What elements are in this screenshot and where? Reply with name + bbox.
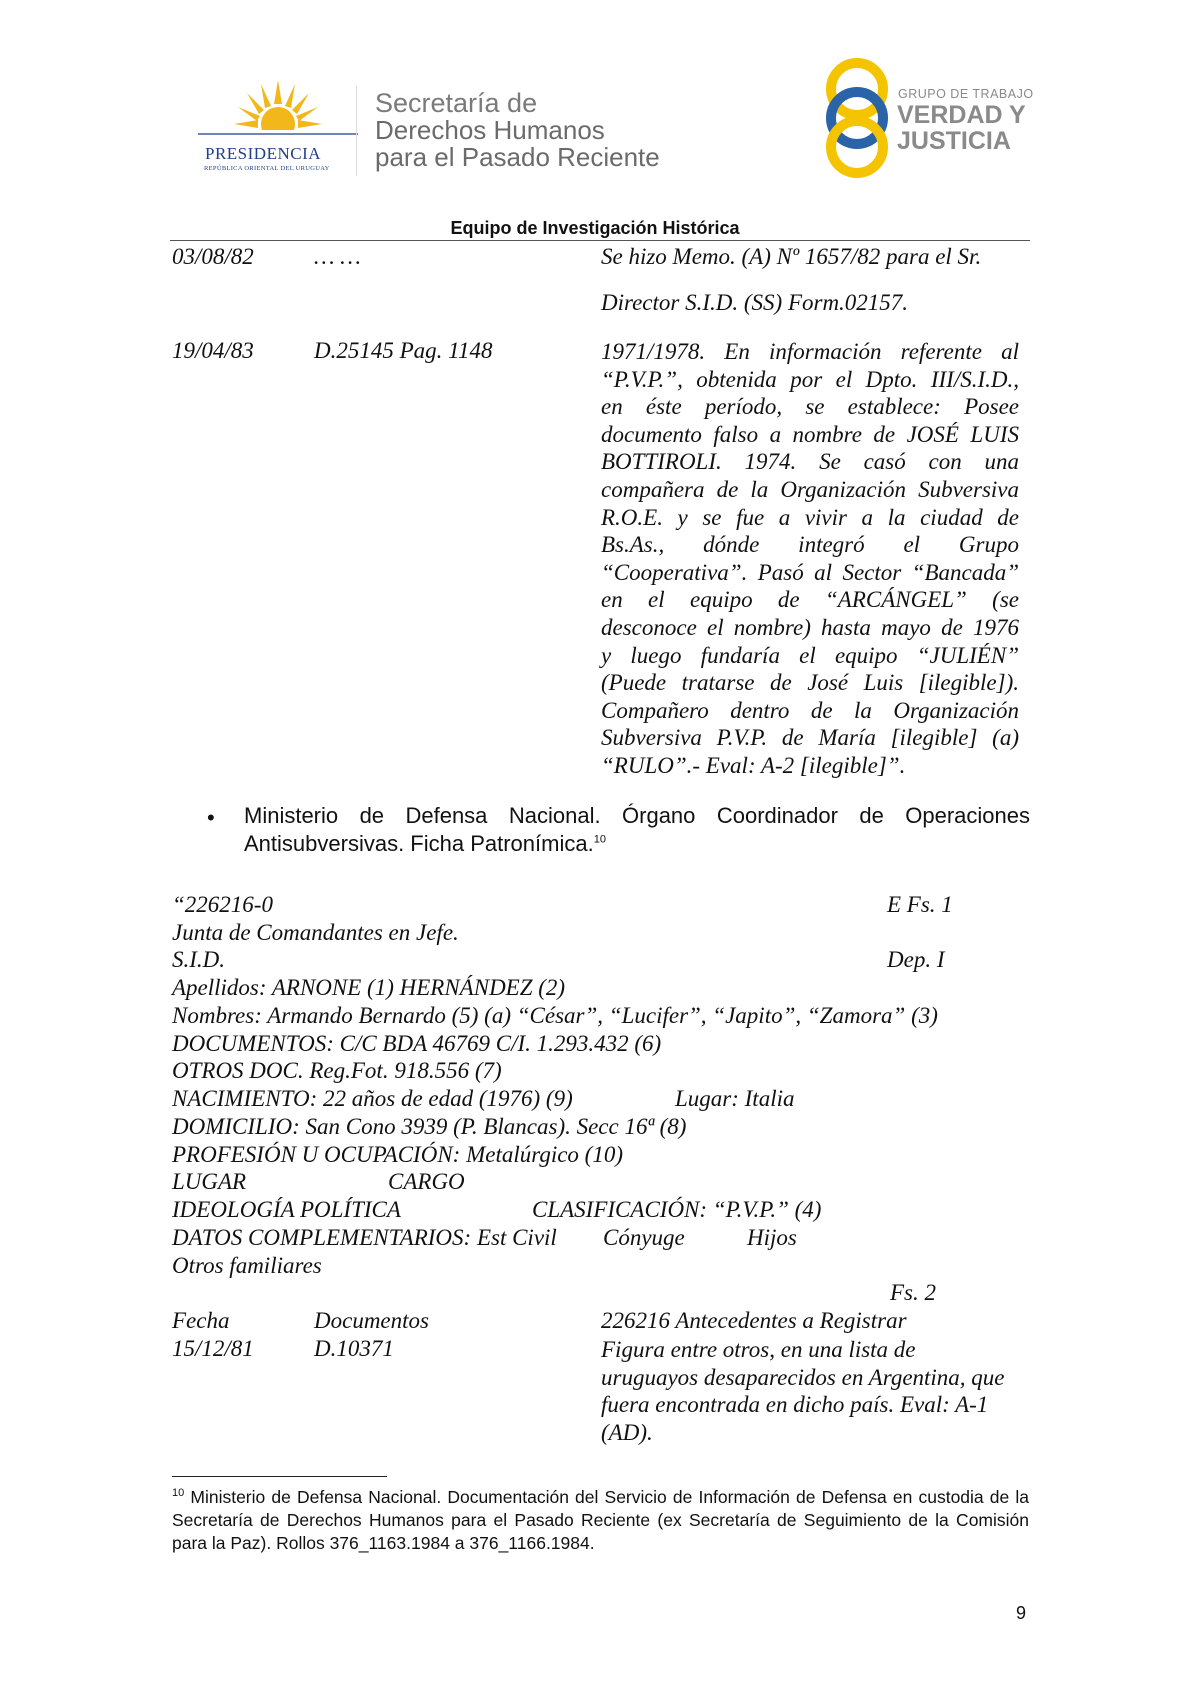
entry-text-line: Bs.As., dónde integró el Grupo bbox=[601, 532, 1019, 558]
col-header-antecedentes: 226216 Antecedentes a Registrar bbox=[601, 1308, 907, 1333]
entry-text-line: “Cooperativa”. Pasó al Sector “Bancada” bbox=[601, 559, 1019, 585]
entry-doc: D.10371 bbox=[314, 1336, 394, 1361]
entry-text-line: Compañero dentro de la Organización bbox=[601, 697, 1019, 723]
bullet-icon: • bbox=[207, 805, 215, 830]
bullet-text bbox=[244, 802, 1030, 858]
entry-date: 15/12/81 bbox=[172, 1336, 254, 1361]
entry-text-line: fuera encontrada en dicho país. Eval: A-1 bbox=[601, 1392, 989, 1418]
vyj-title-line-1: VERDAD Y bbox=[897, 101, 1026, 129]
entry-date: 03/08/82 bbox=[172, 244, 254, 269]
entry-text-line: documento falso a nombre de JOSÉ LUIS bbox=[601, 421, 1019, 447]
footnote bbox=[172, 1486, 1029, 1555]
entry-text-line: Subversiva P.V.P. de María [ilegible] (a) bbox=[601, 725, 1019, 751]
entry-text-line: (Puede tratarse de José Luis [ilegible]). bbox=[601, 670, 1019, 696]
entry-text-line: (AD). bbox=[601, 1419, 653, 1445]
entry-text-line: “P.V.P.”, obtenida por el Dpto. III/S.I.D., bbox=[601, 366, 1019, 392]
entry-text-line: Se hizo Memo. (A) Nº 1657/82 para el Sr. bbox=[601, 244, 982, 269]
ficha-line: DATOS COMPLEMENTARIOS: Est Civil bbox=[172, 1225, 557, 1250]
vyj-subtitle: GRUPO DE TRABAJO bbox=[898, 87, 1034, 101]
footnote-number: 10 bbox=[172, 1487, 185, 1500]
header-divider bbox=[356, 86, 357, 176]
entry-text-line: en éste período, se establece: Posee bbox=[601, 394, 1019, 420]
ficha-line: Otros familiares bbox=[172, 1253, 322, 1278]
footnote-text: Ministerio de Defensa Nacional. Documentación del Servicio de Información de Defensa en custodia de la Secretaría de Derechos Humanos para el Pasado Reciente (ex Secretaría de Seguimiento de la Comisión para la Paz). Rollos 376_1163.1984 a 376_1166.1984. bbox=[172, 1487, 1029, 1553]
entry-text-line: 1971/1978. En información referente al bbox=[601, 339, 1019, 364]
ficha-folio: E Fs. 1 bbox=[887, 892, 953, 917]
ficha-line: DOMICILIO: San Cono 3939 (P. Blancas). Secc 16ª (8) bbox=[172, 1114, 687, 1139]
team-title: Equipo de Investigación Histórica bbox=[450, 218, 740, 238]
ficha-line: Hijos bbox=[747, 1225, 797, 1250]
ficha-line: PROFESIÓN U OCUPACIÓN: Metalúrgico (10) bbox=[172, 1142, 623, 1167]
ficha-folio-2: Fs. 2 bbox=[890, 1280, 936, 1305]
ficha-line: OTROS DOC. Reg.Fot. 918.556 (7) bbox=[172, 1058, 502, 1083]
ficha-line: NACIMIENTO: 22 años de edad (1976) (9) bbox=[172, 1086, 573, 1111]
header-rule bbox=[170, 240, 1030, 241]
entry-date: 19/04/83 bbox=[172, 338, 254, 363]
entry-text bbox=[601, 1336, 1005, 1446]
entry-text-line: en el equipo de “ARCÁNGEL” (se bbox=[601, 587, 1019, 613]
entry-doc: D.25145 Pag. 1148 bbox=[314, 338, 493, 363]
ficha-line: Junta de Comandantes en Jefe. bbox=[172, 920, 459, 945]
ficha-line: Cónyuge bbox=[603, 1225, 685, 1250]
ficha-line: IDEOLOGÍA POLÍTICA bbox=[172, 1197, 401, 1222]
footnote-ref: 10 bbox=[593, 833, 606, 846]
entry-text-line: “RULO”.- Eval: A-2 [ilegible]”. bbox=[601, 752, 906, 778]
ficha-line: Lugar: Italia bbox=[675, 1086, 795, 1111]
secretaria-line-1: Secretaría de bbox=[375, 88, 538, 118]
ficha-line: CARGO bbox=[388, 1169, 465, 1194]
secretaria-title bbox=[375, 90, 660, 171]
ficha-line: LUGAR bbox=[172, 1169, 247, 1194]
presidencia-sub: REPÚBLICA ORIENTAL DEL URUGUAY bbox=[204, 165, 330, 172]
entry-text-line: Figura entre otros, en una lista de bbox=[601, 1337, 916, 1362]
entry-text-line: Director S.I.D. (SS) Form.02157. bbox=[601, 290, 909, 315]
ficha-line: DOCUMENTOS: C/C BDA 46769 C/I. 1.293.432 (6) bbox=[172, 1031, 662, 1056]
presidencia-label: PRESIDENCIA bbox=[205, 144, 322, 163]
entry-text-line: compañera de la Organización Subversiva bbox=[601, 476, 1019, 502]
ficha-line: CLASIFICACIÓN: “P.V.P.” (4) bbox=[532, 1197, 822, 1222]
vyj-title bbox=[897, 102, 1026, 154]
ficha-line: Nombres: Armando Bernardo (5) (a) “César”, “Lucifer”, “Japito”, “Zamora” (3) bbox=[172, 1003, 938, 1028]
secretaria-line-3: para el Pasado Reciente bbox=[375, 142, 660, 172]
entry-text-line: desconoce el nombre) hasta mayo de 1976 bbox=[601, 614, 1019, 640]
entry-doc: … … bbox=[314, 244, 361, 269]
verdad-justicia-logo bbox=[822, 56, 892, 185]
ficha-dep: Dep. I bbox=[887, 947, 945, 972]
entry-text-line: BOTTIROLI. 1974. Se casó con una bbox=[601, 449, 1019, 475]
col-header-fecha: Fecha bbox=[172, 1308, 230, 1333]
ficha-number: “226216-0 bbox=[172, 892, 273, 917]
rings-icon bbox=[822, 56, 892, 180]
entry-text-line: R.O.E. y se fue a vivir a la ciudad de bbox=[601, 504, 1019, 530]
entry-text-line: uruguayos desaparecidos en Argentina, que bbox=[601, 1364, 1005, 1390]
footnote-rule bbox=[172, 1476, 387, 1477]
page-number: 9 bbox=[1016, 1603, 1027, 1623]
col-header-docs: Documentos bbox=[314, 1308, 429, 1333]
ficha-line: Apellidos: ARNONE (1) HERNÁNDEZ (2) bbox=[172, 975, 566, 1000]
secretaria-line-2: Derechos Humanos bbox=[375, 115, 605, 145]
bullet-label: Ministerio de Defensa Nacional. Órgano Coordinador de Operaciones Antisubversivas. Ficha Patronímica. bbox=[244, 803, 1030, 856]
vyj-title-line-2: JUSTICIA bbox=[897, 127, 1011, 155]
ficha-line: S.I.D. bbox=[172, 947, 226, 972]
entry-text bbox=[601, 338, 1019, 780]
entry-text-line: y luego fundaría el equipo “JULIÉN” bbox=[601, 642, 1019, 668]
